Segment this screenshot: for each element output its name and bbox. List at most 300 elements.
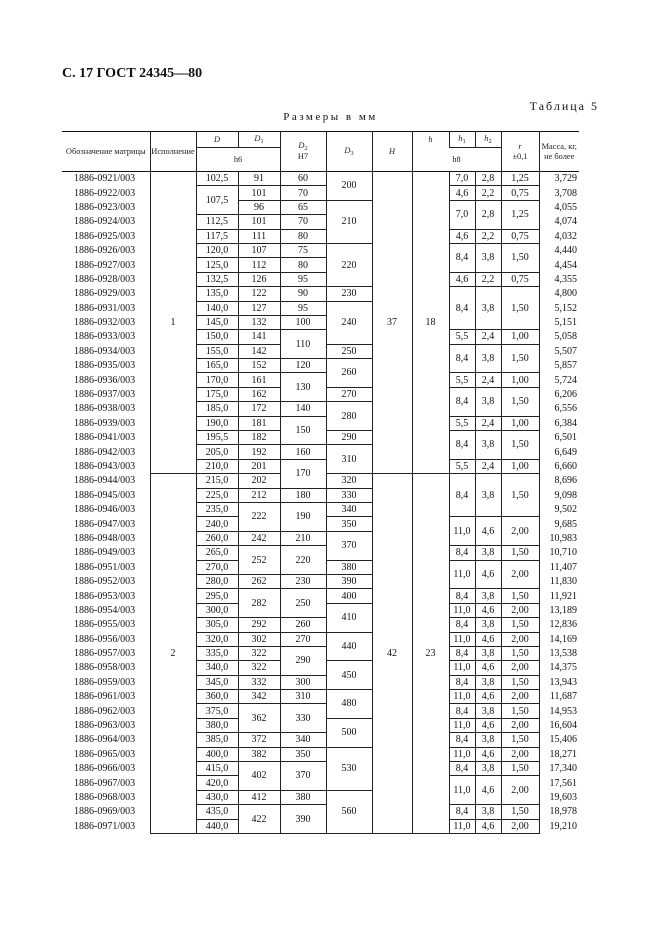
cell-r: 1,00 <box>501 416 539 430</box>
cell-r: 2,00 <box>501 661 539 675</box>
cell-h1: 11,0 <box>449 603 475 617</box>
cell-D2: 390 <box>280 805 326 834</box>
cell-mass: 14,169 <box>539 632 579 646</box>
cell-D1: 332 <box>238 675 280 689</box>
cell-h2: 4,6 <box>475 661 501 675</box>
cell-D2: 70 <box>280 186 326 200</box>
cell-r: 1,50 <box>501 589 539 603</box>
cell-r: 1,00 <box>501 373 539 387</box>
cell-D3: 500 <box>326 718 372 747</box>
cell-mass: 6,660 <box>539 459 579 473</box>
page-header: С. 17 ГОСТ 24345—80 <box>62 66 203 81</box>
cell-D3: 340 <box>326 502 372 516</box>
row-designation: 1886-0931/003 <box>62 301 150 315</box>
cell-D3: 400 <box>326 589 372 603</box>
cell-D: 210,0 <box>196 459 238 473</box>
cell-mass: 11,407 <box>539 560 579 574</box>
cell-r: 1,50 <box>501 243 539 272</box>
cell-D3: 310 <box>326 445 372 474</box>
cell-mass: 3,708 <box>539 186 579 200</box>
col-mass: Масса, кг, не более <box>539 132 579 172</box>
cell-h2: 2,2 <box>475 272 501 286</box>
cell-r: 0,75 <box>501 186 539 200</box>
cell-D3: 270 <box>326 387 372 401</box>
cell-r: 1,50 <box>501 387 539 416</box>
cell-D2: 60 <box>280 172 326 186</box>
cell-mass: 11,921 <box>539 589 579 603</box>
cell-mass: 5,507 <box>539 344 579 358</box>
cell-D2: 220 <box>280 546 326 575</box>
cell-h1: 8,4 <box>449 675 475 689</box>
cell-D3: 290 <box>326 431 372 445</box>
cell-mass: 11,830 <box>539 574 579 588</box>
cell-D2: 380 <box>280 790 326 804</box>
cell-h1: 11,0 <box>449 718 475 732</box>
cell-h2: 4,6 <box>475 776 501 805</box>
cell-D: 170,0 <box>196 373 238 387</box>
row-designation: 1886-0929/003 <box>62 287 150 301</box>
cell-D: 435,0 <box>196 805 238 819</box>
col-H: H <box>372 132 412 172</box>
cell-r: 0,75 <box>501 272 539 286</box>
cell-H: 37 <box>372 172 412 474</box>
cell-D: 185,0 <box>196 402 238 416</box>
row-designation: 1886-0933/003 <box>62 330 150 344</box>
cell-D2: 150 <box>280 416 326 445</box>
cell-h2: 3,8 <box>475 589 501 603</box>
cell-mass: 11,687 <box>539 690 579 704</box>
row-designation: 1886-0932/003 <box>62 315 150 329</box>
cell-mass: 6,501 <box>539 431 579 445</box>
row-designation: 1886-0921/003 <box>62 172 150 186</box>
cell-D: 335,0 <box>196 646 238 660</box>
row-designation: 1886-0924/003 <box>62 215 150 229</box>
cell-D1: 107 <box>238 243 280 257</box>
cell-mass: 6,206 <box>539 387 579 401</box>
cell-D: 260,0 <box>196 531 238 545</box>
cell-D1: 262 <box>238 574 280 588</box>
cell-D2: 230 <box>280 574 326 588</box>
cell-D: 320,0 <box>196 632 238 646</box>
cell-D2: 170 <box>280 459 326 488</box>
cell-h1: 11,0 <box>449 690 475 704</box>
cell-D: 132,5 <box>196 272 238 286</box>
cell-h2: 4,6 <box>475 690 501 704</box>
cell-h2: 4,6 <box>475 560 501 589</box>
row-designation: 1886-0967/003 <box>62 776 150 790</box>
row-designation: 1886-0938/003 <box>62 402 150 416</box>
cell-D: 107,5 <box>196 186 238 215</box>
cell-D: 112,5 <box>196 215 238 229</box>
cell-D1: 402 <box>238 762 280 791</box>
col-designation: Обозначение матрицы <box>62 132 150 172</box>
cell-mass: 9,098 <box>539 488 579 502</box>
cell-mass: 16,604 <box>539 718 579 732</box>
cell-D: 175,0 <box>196 387 238 401</box>
row-designation: 1886-0959/003 <box>62 675 150 689</box>
cell-D1: 322 <box>238 661 280 675</box>
cell-D1: 126 <box>238 272 280 286</box>
cell-D: 225,0 <box>196 488 238 502</box>
cell-D: 145,0 <box>196 315 238 329</box>
cell-D2: 80 <box>280 258 326 272</box>
row-designation: 1886-0955/003 <box>62 618 150 632</box>
variant-cell: 2 <box>150 474 196 834</box>
cell-D3: 230 <box>326 287 372 301</box>
cell-h1: 8,4 <box>449 805 475 819</box>
cell-r: 2,00 <box>501 690 539 704</box>
cell-D1: 142 <box>238 344 280 358</box>
cell-mass: 5,857 <box>539 359 579 373</box>
cell-D: 265,0 <box>196 546 238 560</box>
cell-D3: 480 <box>326 690 372 719</box>
dimensions-table <box>62 131 579 834</box>
col-variant: Исполнение <box>150 132 196 172</box>
cell-h2: 3,8 <box>475 546 501 560</box>
cell-mass: 6,649 <box>539 445 579 459</box>
row-designation: 1886-0965/003 <box>62 747 150 761</box>
cell-h2: 2,2 <box>475 229 501 243</box>
cell-r: 1,50 <box>501 704 539 718</box>
cell-D: 385,0 <box>196 733 238 747</box>
row-designation: 1886-0944/003 <box>62 474 150 488</box>
row-designation: 1886-0945/003 <box>62 488 150 502</box>
cell-D: 150,0 <box>196 330 238 344</box>
cell-H: 42 <box>372 474 412 834</box>
cell-D1: 382 <box>238 747 280 761</box>
cell-D2: 120 <box>280 359 326 373</box>
cell-h1: 7,0 <box>449 200 475 229</box>
cell-h1: 7,0 <box>449 172 475 186</box>
cell-h2: 4,6 <box>475 747 501 761</box>
cell-h1: 8,4 <box>449 733 475 747</box>
cell-mass: 6,556 <box>539 402 579 416</box>
cell-D1: 201 <box>238 459 280 473</box>
cell-D1: 342 <box>238 690 280 704</box>
cell-D2: 75 <box>280 243 326 257</box>
cell-h1: 11,0 <box>449 747 475 761</box>
cell-mass: 4,355 <box>539 272 579 286</box>
cell-r: 1,50 <box>501 762 539 776</box>
cell-r: 1,25 <box>501 200 539 229</box>
cell-mass: 14,953 <box>539 704 579 718</box>
cell-D: 280,0 <box>196 574 238 588</box>
cell-mass: 5,058 <box>539 330 579 344</box>
cell-D: 430,0 <box>196 790 238 804</box>
cell-D1: 212 <box>238 488 280 502</box>
cell-h1: 8,4 <box>449 344 475 373</box>
row-designation: 1886-0922/003 <box>62 186 150 200</box>
cell-D2: 95 <box>280 272 326 286</box>
cell-D1: 412 <box>238 790 280 804</box>
cell-h2: 4,6 <box>475 603 501 617</box>
row-designation: 1886-0937/003 <box>62 387 150 401</box>
cell-h2: 4,6 <box>475 718 501 732</box>
cell-r: 2,00 <box>501 747 539 761</box>
row-designation: 1886-0956/003 <box>62 632 150 646</box>
cell-D3: 240 <box>326 301 372 344</box>
cell-D1: 132 <box>238 315 280 329</box>
row-designation: 1886-0936/003 <box>62 373 150 387</box>
cell-D: 360,0 <box>196 690 238 704</box>
cell-D1: 162 <box>238 387 280 401</box>
cell-D: 117,5 <box>196 229 238 243</box>
cell-r: 2,00 <box>501 603 539 617</box>
cell-mass: 4,055 <box>539 200 579 214</box>
row-designation: 1886-0968/003 <box>62 790 150 804</box>
cell-h2: 3,8 <box>475 805 501 819</box>
cell-mass: 13,943 <box>539 675 579 689</box>
cell-D3: 260 <box>326 359 372 388</box>
cell-D1: 322 <box>238 646 280 660</box>
cell-r: 1,50 <box>501 618 539 632</box>
cell-D: 120,0 <box>196 243 238 257</box>
cell-mass: 18,978 <box>539 805 579 819</box>
col-D: D <box>196 132 238 148</box>
cell-mass: 19,210 <box>539 819 579 833</box>
cell-mass: 8,696 <box>539 474 579 488</box>
row-designation: 1886-0941/003 <box>62 431 150 445</box>
row-designation: 1886-0957/003 <box>62 646 150 660</box>
cell-h1: 8,4 <box>449 287 475 330</box>
cell-h2: 2,2 <box>475 186 501 200</box>
cell-D2: 140 <box>280 402 326 416</box>
cell-D1: 181 <box>238 416 280 430</box>
cell-D: 420,0 <box>196 776 238 790</box>
col-D3: $D_3$ <box>326 132 372 172</box>
cell-D2: 80 <box>280 229 326 243</box>
cell-D2: 350 <box>280 747 326 761</box>
cell-D: 240,0 <box>196 517 238 531</box>
cell-D3: 440 <box>326 632 372 661</box>
cell-h2: 3,8 <box>475 675 501 689</box>
cell-h1: 8,4 <box>449 387 475 416</box>
row-designation: 1886-0928/003 <box>62 272 150 286</box>
cell-D: 305,0 <box>196 618 238 632</box>
cell-h1: 4,6 <box>449 229 475 243</box>
cell-D: 102,5 <box>196 172 238 186</box>
cell-D3: 280 <box>326 402 372 431</box>
cell-D3: 380 <box>326 560 372 574</box>
cell-D2: 70 <box>280 215 326 229</box>
row-designation: 1886-0935/003 <box>62 359 150 373</box>
row-designation: 1886-0943/003 <box>62 459 150 473</box>
cell-h1: 4,6 <box>449 272 475 286</box>
cell-r: 1,50 <box>501 805 539 819</box>
cell-D3: 390 <box>326 574 372 588</box>
cell-r: 2,00 <box>501 819 539 833</box>
tol-h6: h6 <box>196 148 280 172</box>
cell-h2: 2,4 <box>475 459 501 473</box>
cell-r: 1,50 <box>501 344 539 373</box>
row-designation: 1886-0923/003 <box>62 200 150 214</box>
cell-mass: 5,724 <box>539 373 579 387</box>
cell-r: 0,75 <box>501 229 539 243</box>
row-designation: 1886-0926/003 <box>62 243 150 257</box>
cell-r: 1,00 <box>501 330 539 344</box>
cell-D3: 320 <box>326 474 372 488</box>
cell-D: 235,0 <box>196 502 238 516</box>
cell-D: 135,0 <box>196 287 238 301</box>
cell-D3: 200 <box>326 172 372 201</box>
col-h2: $h_2$ <box>475 132 501 148</box>
cell-D1: 122 <box>238 287 280 301</box>
cell-D: 165,0 <box>196 359 238 373</box>
cell-D1: 292 <box>238 618 280 632</box>
cell-r: 1,50 <box>501 474 539 517</box>
cell-h1: 11,0 <box>449 819 475 833</box>
cell-h2: 3,8 <box>475 474 501 517</box>
cell-D2: 210 <box>280 531 326 545</box>
row-designation: 1886-0951/003 <box>62 560 150 574</box>
cell-D: 155,0 <box>196 344 238 358</box>
row-designation: 1886-0934/003 <box>62 344 150 358</box>
row-designation: 1886-0939/003 <box>62 416 150 430</box>
cell-mass: 10,983 <box>539 531 579 545</box>
cell-D2: 110 <box>280 330 326 359</box>
cell-h2: 2,4 <box>475 373 501 387</box>
cell-h: 23 <box>412 474 449 834</box>
cell-D2: 180 <box>280 488 326 502</box>
cell-D1: 161 <box>238 373 280 387</box>
cell-r: 2,00 <box>501 560 539 589</box>
cell-mass: 4,800 <box>539 287 579 301</box>
cell-mass: 9,685 <box>539 517 579 531</box>
cell-mass: 6,384 <box>539 416 579 430</box>
row-designation: 1886-0963/003 <box>62 718 150 732</box>
cell-r: 1,50 <box>501 431 539 460</box>
row-designation: 1886-0953/003 <box>62 589 150 603</box>
cell-r: 1,50 <box>501 646 539 660</box>
row-designation: 1886-0927/003 <box>62 258 150 272</box>
cell-D2: 160 <box>280 445 326 459</box>
cell-D: 125,0 <box>196 258 238 272</box>
cell-h1: 5,5 <box>449 416 475 430</box>
cell-h2: 3,8 <box>475 646 501 660</box>
cell-D1: 362 <box>238 704 280 733</box>
row-designation: 1886-0942/003 <box>62 445 150 459</box>
row-designation: 1886-0964/003 <box>62 733 150 747</box>
cell-r: 2,00 <box>501 517 539 546</box>
cell-D: 340,0 <box>196 661 238 675</box>
cell-r: 1,25 <box>501 172 539 186</box>
cell-D1: 182 <box>238 431 280 445</box>
cell-mass: 4,440 <box>539 243 579 257</box>
cell-D2: 95 <box>280 301 326 315</box>
col-h1: $h_1$ <box>449 132 475 148</box>
cell-D2: 370 <box>280 762 326 791</box>
row-designation: 1886-0949/003 <box>62 546 150 560</box>
cell-D1: 222 <box>238 502 280 531</box>
col-r: r ±0,1 <box>501 132 539 172</box>
cell-r: 1,50 <box>501 287 539 330</box>
row-designation: 1886-0969/003 <box>62 805 150 819</box>
cell-mass: 4,074 <box>539 215 579 229</box>
cell-D: 440,0 <box>196 819 238 833</box>
cell-D2: 260 <box>280 618 326 632</box>
cell-h2: 3,8 <box>475 618 501 632</box>
cell-D: 190,0 <box>196 416 238 430</box>
cell-D: 380,0 <box>196 718 238 732</box>
cell-D1: 192 <box>238 445 280 459</box>
cell-h2: 3,8 <box>475 344 501 373</box>
cell-r: 2,00 <box>501 776 539 805</box>
cell-D1: 282 <box>238 589 280 618</box>
cell-D2: 300 <box>280 675 326 689</box>
cell-mass: 13,538 <box>539 646 579 660</box>
cell-D1: 202 <box>238 474 280 488</box>
cell-D: 345,0 <box>196 675 238 689</box>
variant-cell: 1 <box>150 172 196 474</box>
cell-D1: 112 <box>238 258 280 272</box>
cell-h1: 5,5 <box>449 459 475 473</box>
cell-r: 1,50 <box>501 546 539 560</box>
cell-h2: 3,8 <box>475 762 501 776</box>
cell-h1: 11,0 <box>449 776 475 805</box>
cell-r: 1,50 <box>501 733 539 747</box>
row-designation: 1886-0962/003 <box>62 704 150 718</box>
cell-h: 18 <box>412 172 449 474</box>
cell-h2: 2,8 <box>475 200 501 229</box>
row-designation: 1886-0961/003 <box>62 690 150 704</box>
cell-D3: 410 <box>326 603 372 632</box>
cell-h1: 5,5 <box>449 373 475 387</box>
cell-mass: 10,710 <box>539 546 579 560</box>
cell-h2: 2,8 <box>475 172 501 186</box>
cell-D: 300,0 <box>196 603 238 617</box>
cell-D1: 172 <box>238 402 280 416</box>
cell-D: 270,0 <box>196 560 238 574</box>
cell-mass: 5,151 <box>539 315 579 329</box>
cell-h1: 8,4 <box>449 546 475 560</box>
row-designation: 1886-0971/003 <box>62 819 150 833</box>
row-designation: 1886-0946/003 <box>62 502 150 516</box>
cell-mass: 5,152 <box>539 301 579 315</box>
col-D2: $D_2$ H7 <box>280 132 326 172</box>
cell-mass: 15,406 <box>539 733 579 747</box>
cell-h1: 4,6 <box>449 186 475 200</box>
cell-D2: 330 <box>280 704 326 733</box>
cell-r: 2,00 <box>501 718 539 732</box>
cell-D1: 101 <box>238 215 280 229</box>
cell-D3: 370 <box>326 531 372 560</box>
cell-r: 2,00 <box>501 632 539 646</box>
cell-D1: 372 <box>238 733 280 747</box>
cell-D: 215,0 <box>196 474 238 488</box>
cell-mass: 4,032 <box>539 229 579 243</box>
cell-D1: 96 <box>238 200 280 214</box>
cell-D1: 302 <box>238 632 280 646</box>
row-designation: 1886-0958/003 <box>62 661 150 675</box>
cell-D3: 450 <box>326 661 372 690</box>
cell-h2: 3,8 <box>475 431 501 460</box>
cell-h1: 8,4 <box>449 762 475 776</box>
col-h: h <box>412 132 449 148</box>
cell-r: 1,00 <box>501 459 539 473</box>
cell-D1: 101 <box>238 186 280 200</box>
cell-D2: 310 <box>280 690 326 704</box>
row-designation: 1886-0925/003 <box>62 229 150 243</box>
cell-D1: 252 <box>238 546 280 575</box>
cell-D2: 340 <box>280 733 326 747</box>
cell-D3: 350 <box>326 517 372 531</box>
cell-h1: 8,4 <box>449 704 475 718</box>
row-designation: 1886-0952/003 <box>62 574 150 588</box>
cell-D2: 190 <box>280 502 326 531</box>
cell-D2: 250 <box>280 589 326 618</box>
cell-D: 195,5 <box>196 431 238 445</box>
cell-D: 415,0 <box>196 762 238 776</box>
